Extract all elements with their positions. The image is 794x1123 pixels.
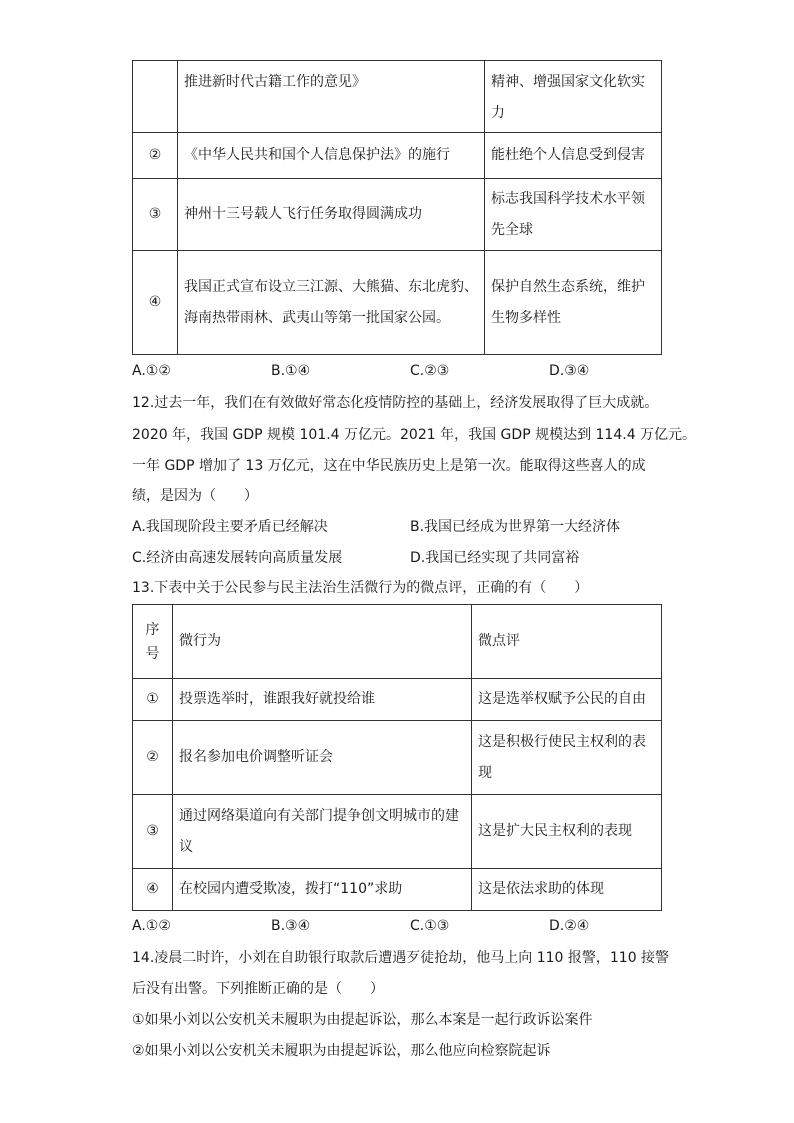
event-cell: 我国正式宣布设立三江源、大熊猫、东北虎豹、海南热带雨林、武夷山等第一批国家公园。 (178, 251, 485, 355)
row-number: ③ (133, 179, 178, 251)
q13-option-c[interactable]: C.①③ (410, 918, 450, 934)
q13-option-b[interactable]: B.③④ (271, 918, 311, 934)
action-cell: 在校园内遭受欺凌，拨打“110”求助 (173, 869, 472, 911)
q11-option-d[interactable]: D.③④ (549, 363, 590, 379)
row-number: ① (133, 679, 173, 721)
header-action: 微行为 (173, 605, 472, 679)
action-cell: 投票选举时，谁跟我好就投给谁 (173, 679, 472, 721)
q12-option-c[interactable]: C.经济由高速发展转向高质量发展 (132, 550, 343, 566)
q12-stem-line: 2020 年，我国 GDP 规模 101.4 万亿元。2021 年，我国 GDP 规模达到 114.4 万亿元。 (132, 427, 697, 443)
event-cell: 《中华人民共和国个人信息保护法》的施行 (178, 133, 485, 179)
q12-option-a[interactable]: A.我国现阶段主要矛盾已经解决 (132, 519, 328, 535)
row-number: ④ (133, 869, 173, 911)
q14-stem-line: 后没有出警。下列推断正确的是（ ） (132, 981, 384, 997)
table-row (133, 179, 662, 251)
row-number: ③ (133, 795, 173, 869)
q14-statement-2: ②如果小刘以公安机关未履职为由提起诉讼，那么他应向检察院起诉 (132, 1043, 551, 1059)
q12-stem-line: 12.过去一年，我们在有效做好常态化疫情防控的基础上，经济发展取得了巨大成就。 (132, 395, 659, 411)
meaning-cell: 能杜绝个人信息受到侵害 (485, 133, 662, 179)
comment-cell: 这是扩大民主权利的表现 (472, 795, 662, 869)
q14-statement-1: ①如果小刘以公安机关未履职为由提起诉讼，那么本案是一起行政诉讼案件 (132, 1012, 593, 1028)
q13-stem: 13.下表中关于公民参与民主法治生活微行为的微点评，正确的有（ ） (132, 580, 589, 596)
table-row (133, 133, 662, 179)
action-cell: 通过网络渠道向有关部门提争创文明城市的建议 (173, 795, 472, 869)
behavior-table (132, 604, 662, 911)
q12-option-b[interactable]: B.我国已经成为世界第一大经济体 (410, 519, 621, 535)
meaning-cell: 保护自然生态系统，维护生物多样性 (485, 251, 662, 355)
comment-cell: 这是选举权赋予公民的自由 (472, 679, 662, 721)
q12-stem-line: 绩，是因为（ ） (132, 488, 258, 504)
action-cell: 报名参加电价调整听证会 (173, 721, 472, 795)
q11-option-b[interactable]: B.①④ (271, 363, 311, 379)
q13-option-d[interactable]: D.②④ (549, 918, 590, 934)
table-row (133, 721, 662, 795)
event-cell: 神州十三号载人飞行任务取得圆满成功 (178, 179, 485, 251)
row-number: ② (133, 133, 178, 179)
q11-option-c[interactable]: C.②③ (410, 363, 450, 379)
meaning-cell: 标志我国科学技术水平领先全球 (485, 179, 662, 251)
q11-option-a[interactable]: A.①② (132, 363, 171, 379)
table-row (133, 61, 662, 133)
table-row (133, 869, 662, 911)
header-num: 序号 (133, 605, 173, 679)
event-cell: 推进新时代古籍工作的意见》 (178, 61, 485, 133)
table-row (133, 679, 662, 721)
table-row (133, 251, 662, 355)
comment-cell: 这是积极行使民主权利的表现 (472, 721, 662, 795)
header-comment: 微点评 (472, 605, 662, 679)
q13-option-a[interactable]: A.①② (132, 918, 171, 934)
row-number: ④ (133, 251, 178, 355)
events-table (132, 60, 662, 355)
meaning-cell: 精神、增强国家文化软实力 (485, 61, 662, 133)
table-row (133, 795, 662, 869)
q12-stem-line: 一年 GDP 增加了 13 万亿元，这在中华民族历史上是第一次。能取得这些喜人的成 (132, 458, 646, 474)
row-number (133, 61, 178, 133)
row-number: ② (133, 721, 173, 795)
comment-cell: 这是依法求助的体现 (472, 869, 662, 911)
q12-option-d[interactable]: D.我国已经实现了共同富裕 (410, 550, 580, 566)
q14-stem-line: 14.凌晨二时许，小刘在自助银行取款后遭遇歹徒抢劫，他马上向 110 报警，110 接警 (132, 950, 670, 966)
table-header-row (133, 605, 662, 679)
